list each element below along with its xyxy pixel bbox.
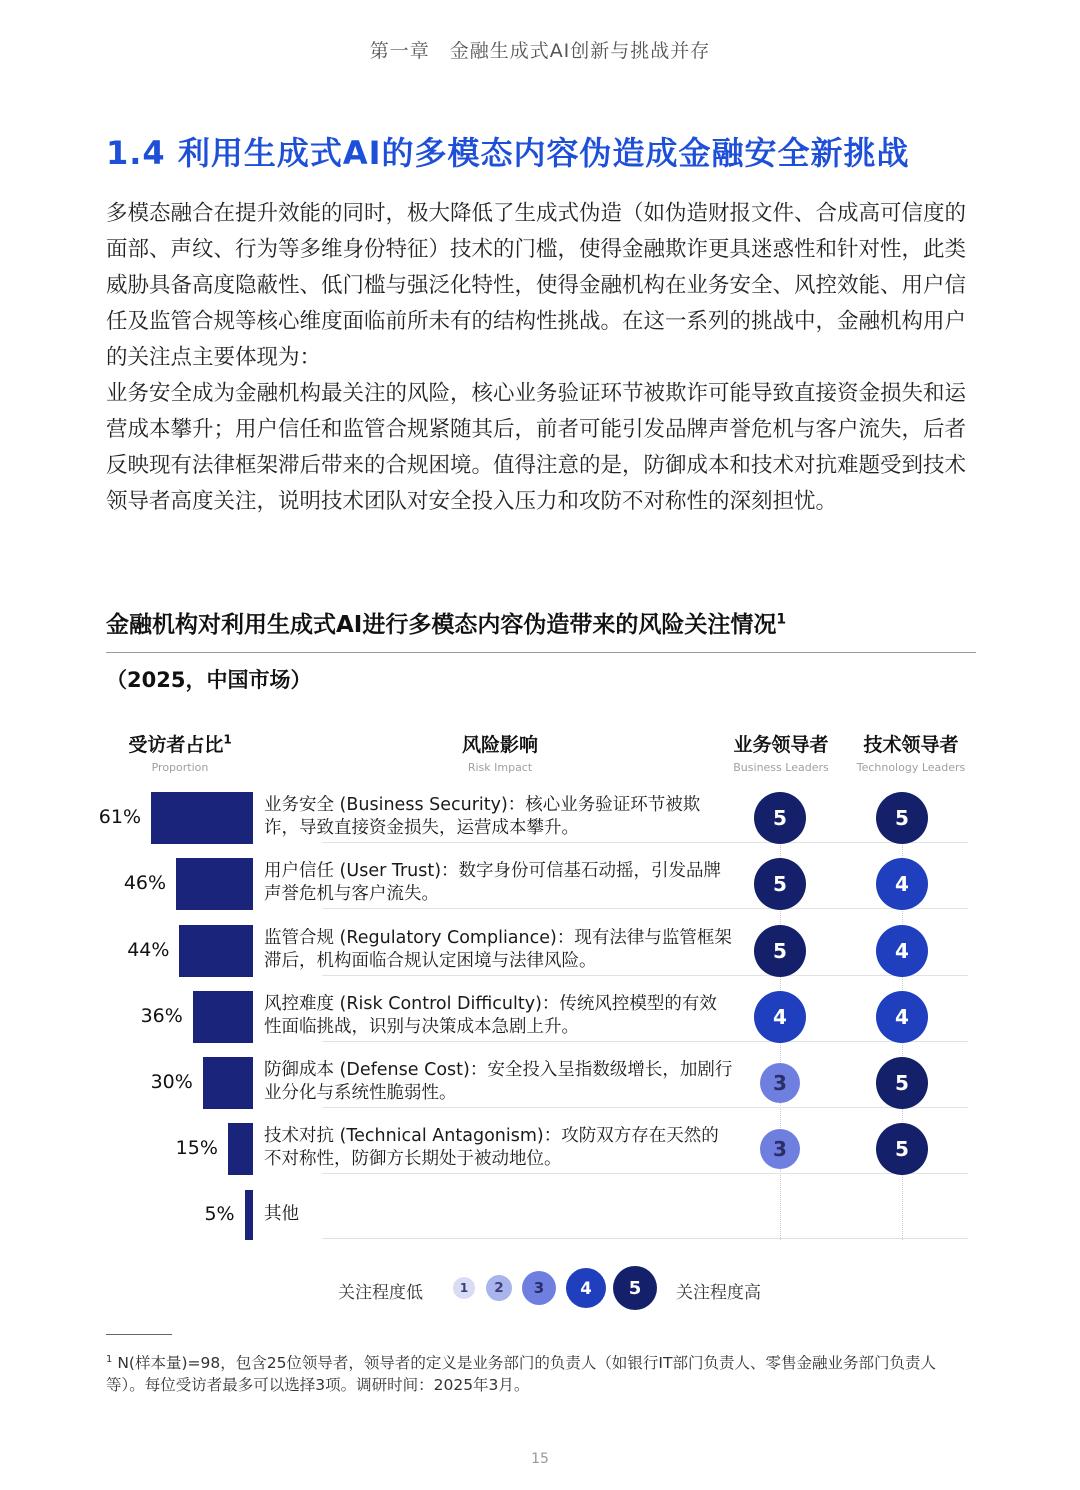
column-header-proportion — [100, 730, 260, 757]
section-title: 1.4 利用生成式AI的多模态内容伪造成金融安全新挑战 — [106, 134, 910, 172]
column-header-proportion-sup: 1 — [223, 732, 232, 747]
proportion-bar — [151, 792, 253, 844]
footnote-text: N(样本量)=98，包含25位领导者，领导者的定义是业务部门的负责人（如银行IT部门负责人、零售金融业务部门负责人等）。每位受访者最多可以选择3项。调研时间：2025年3月。 — [106, 1354, 936, 1395]
legend-low-label: 关注程度低 — [338, 1283, 423, 1303]
proportion-label: 36% — [140, 1005, 183, 1027]
business-rating: 5 — [754, 792, 806, 844]
proportion-label: 15% — [175, 1137, 218, 1159]
chart-title-text: 金融机构对利用生成式AI进行多模态内容伪造带来的风险关注情况 — [106, 612, 777, 638]
paragraph-1: 多模态融合在提升效能的同时，极大降低了生成式伪造（如伪造财报文件、合成高可信度的面部、声纹、行为等多维身份特征）技术的门槛，使得金融欺诈更具迷惑性和针对性，此类威胁具备高度隐蔽性、低门槛与强泛化特性，使得金融机构在业务安全、风控效能、用户信任及监管合规等核心维度面临前所未有的结构性挑战。在这一系列的挑战中，金融机构用户的关注点主要体现为： — [106, 201, 967, 370]
risk-description: 其他 — [264, 1204, 299, 1224]
business-rating: 5 — [754, 925, 806, 977]
risk-description: 用户信任 (User Trust)：数字身份可信基石动摇，引发品牌声誉危机与客户流失。 — [264, 861, 722, 904]
legend-level-3: 3 — [522, 1271, 556, 1305]
business-rating: 4 — [754, 991, 806, 1043]
column-sub-proportion: Proportion — [151, 761, 209, 774]
technology-rating: 4 — [876, 991, 928, 1043]
risk-description: 防御成本 (Defense Cost)：安全投入呈指数级增长，加剧行业分化与系统性脆弱性。 — [264, 1060, 733, 1103]
column-header-technology: 技术领导者 — [863, 734, 959, 756]
business-rating: 5 — [754, 858, 806, 910]
technology-rating: 5 — [876, 1123, 928, 1175]
row-divider — [322, 1173, 968, 1174]
legend-level-4: 4 — [566, 1268, 606, 1308]
row-divider — [322, 1041, 968, 1042]
page-number: 15 — [531, 1451, 549, 1467]
body-text — [106, 196, 978, 520]
column-header-risk: 风险影响 — [461, 734, 538, 756]
legend-level-5: 5 — [613, 1266, 657, 1310]
proportion-bar — [176, 858, 253, 910]
paragraph-2: 业务安全成为金融机构最关注的风险，核心业务验证环节被欺诈可能导致直接资金损失和运营成本攀升；用户信任和监管合规紧随其后，前者可能引发品牌声誉危机与客户流失，后者反映现有法律框架滞后带来的合规困境。值得注意的是，防御成本和技术对抗难题受到技术领导者高度关注，说明技术团队对安全投入压力和攻防不对称性的深刻担忧。 — [106, 381, 967, 514]
row-divider — [322, 908, 968, 909]
proportion-label: 5% — [204, 1203, 235, 1225]
risk-description: 监管合规 (Regulatory Compliance)：现有法律与监管框架滞后，机构面临合规认定困境与法律风险。 — [264, 928, 732, 971]
footnote-marker: 1 — [106, 1354, 113, 1365]
row-divider — [322, 975, 968, 976]
technology-rating: 4 — [876, 925, 928, 977]
chart-title — [106, 606, 786, 639]
running-header: 第一章 金融生成式AI创新与挑战并存 — [369, 40, 711, 62]
technology-rating: 5 — [876, 792, 928, 844]
business-rating: 3 — [760, 1063, 800, 1103]
risk-description: 风控难度 (Risk Control Difficulty)：传统风控模型的有效性面临挑战，识别与决策成本急剧上升。 — [264, 994, 717, 1037]
footnote-divider — [106, 1334, 172, 1335]
proportion-label: 44% — [127, 939, 170, 961]
proportion-bar — [203, 1057, 253, 1109]
technology-rating: 5 — [876, 1057, 928, 1109]
risk-description: 技术对抗 (Technical Antagonism)：攻防双方存在天然的不对称性，防御方长期处于被动地位。 — [264, 1126, 719, 1169]
legend-level-1: 1 — [453, 1277, 475, 1299]
chart-title-divider — [106, 652, 976, 653]
row-divider — [322, 1238, 968, 1239]
proportion-label: 30% — [150, 1071, 193, 1093]
proportion-bar — [228, 1123, 253, 1175]
row-divider — [322, 1107, 968, 1108]
proportion-label: 61% — [98, 806, 141, 828]
business-rating: 3 — [760, 1129, 800, 1169]
proportion-label: 46% — [123, 872, 167, 894]
proportion-bar — [245, 1190, 253, 1240]
risk-description: 业务安全 (Business Security)：核心业务验证环节被欺诈，导致直接资金损失，运营成本攀升。 — [264, 795, 701, 838]
chart-subtitle: （2025，中国市场） — [106, 668, 312, 692]
column-sub-risk: Risk Impact — [467, 761, 533, 774]
legend-high-label: 关注程度高 — [676, 1283, 761, 1303]
proportion-bar — [179, 925, 253, 977]
column-header-proportion-label: 受访者占比 — [128, 734, 224, 756]
column-sub-technology: Technology Leaders — [856, 761, 966, 774]
proportion-bar — [193, 991, 253, 1043]
chart-title-footnote-marker: 1 — [776, 611, 787, 628]
column-header-business: 业务领导者 — [733, 734, 829, 756]
column-sub-business: Business Leaders — [733, 761, 829, 774]
row-divider — [322, 842, 968, 843]
technology-rating: 4 — [876, 858, 928, 910]
legend-level-2: 2 — [486, 1275, 512, 1301]
footnote — [106, 1349, 972, 1396]
